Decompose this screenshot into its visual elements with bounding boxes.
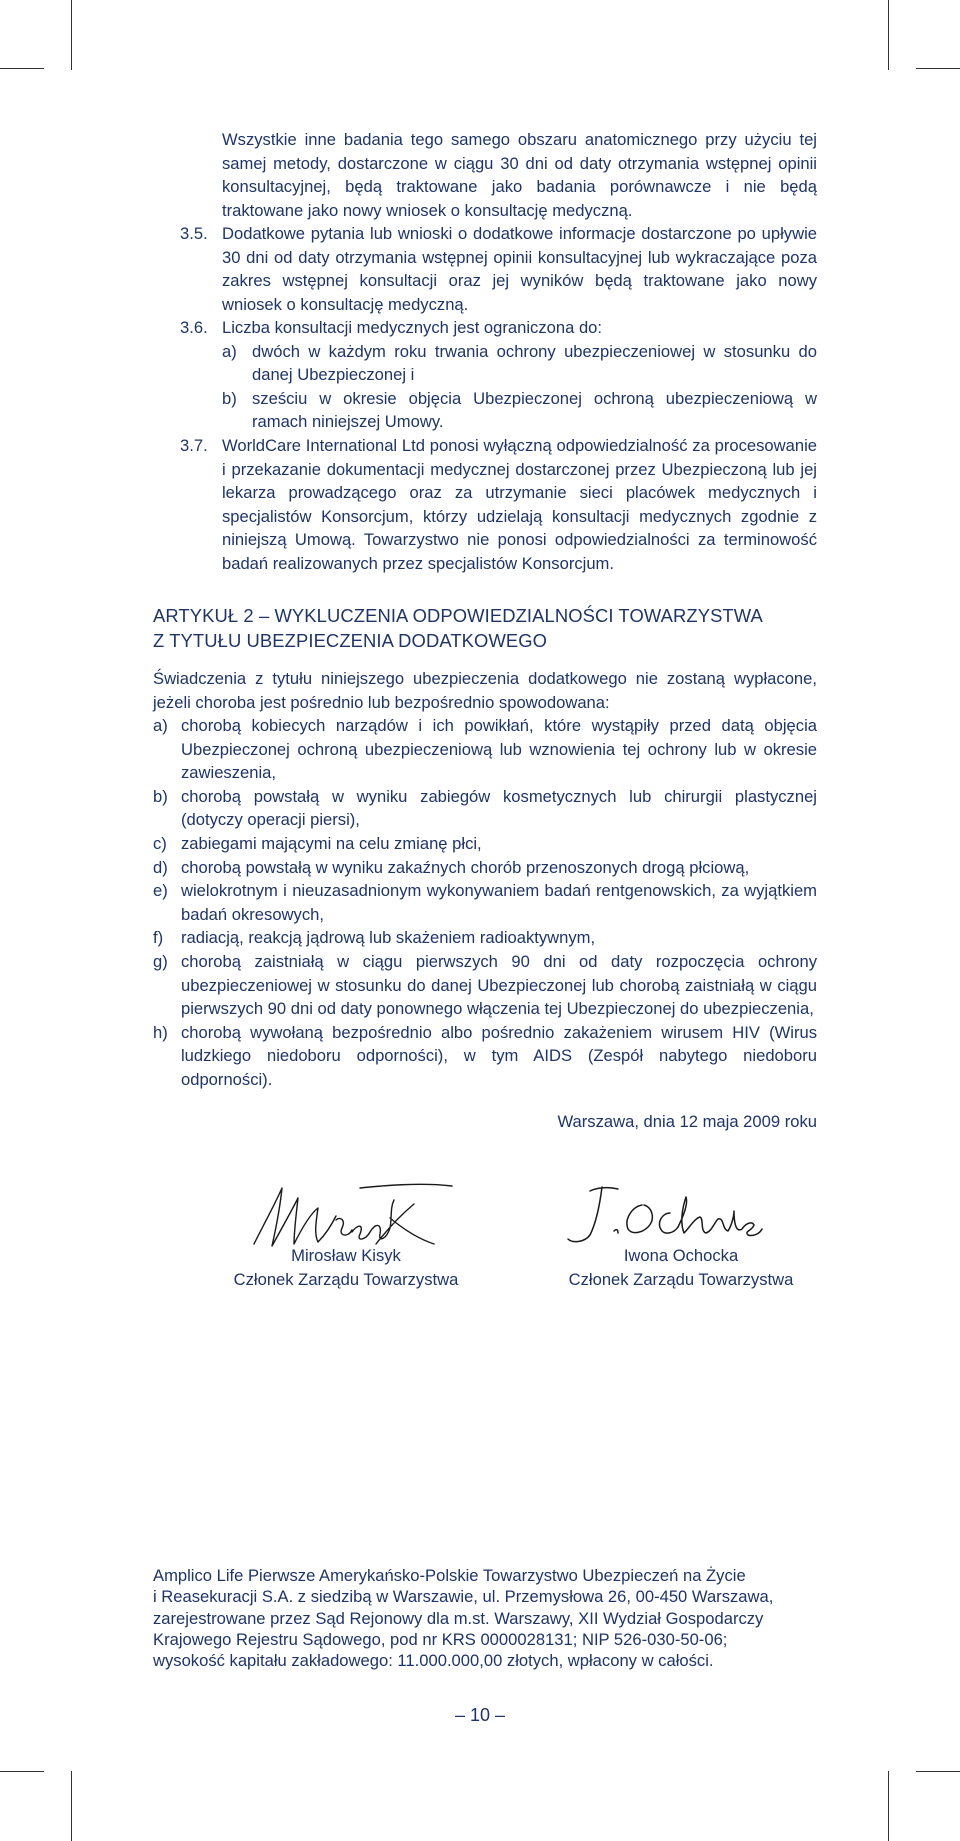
footer-line-1: Amplico Life Pierwsze Amerykańsko-Polskie Towarzystwo Ubezpieczeń na Życie xyxy=(153,1566,746,1585)
article-heading xyxy=(153,603,763,653)
paragraph-number-3-7: 3.7. xyxy=(180,436,208,455)
paragraph-3-5: Dodatkowe pytania lub wnioski o dodatkowe informacje dostarczone po upływie 30 dni od daty otrzymania wstępnej opinii konsultacyjnej lub wykraczające poza zakres wstępnej konsultacji oraz jej wyników będą traktowane jako nowy wniosek o konsultację medyczną. xyxy=(222,224,817,314)
exclusion-item-e: wielokrotnym i nieuzasadnionym wykonywaniem badań rentgenowskich, za wyjątkiem badań okresowych, xyxy=(181,881,817,924)
exclusion-item-a: chorobą kobiecych narządów i ich powikłań, które wystąpiły przed datą objęcia Ubezpieczonej ochroną ubezpieczeniową lub wznowienia tej ochrony lub w okresie zawieszenia, xyxy=(181,716,817,783)
signature-right xyxy=(566,1183,766,1253)
exclusion-item-f: radiacją, reakcją jądrową lub skażeniem radioaktywnym, xyxy=(181,928,596,948)
paragraph-continuation: Wszystkie inne badania tego samego obszaru anatomicznego przy użyciu tej samej metody, dostarczone w ciągu 30 dni od daty otrzymania wstępnej opinii konsultacyjnej, będą traktowane jako badania porównawcze i nie będą traktowane jako nowy wniosek o konsultację medyczną. xyxy=(222,130,817,220)
exclusion-label-f: f) xyxy=(153,928,164,948)
exclusion-item-g: chorobą zaistniałą w ciągu pierwszych 90 dni od daty rozpoczęcia ochrony ubezpieczeniowej w stosunku do danej Ubezpieczonej lub chorobą zaistniałą w ciągu pierwszych 90 dni od daty ponownego włączenia tej Ubezpieczonej do ubezpieczenia, xyxy=(181,952,817,1019)
signer-right-name: Iwona Ochocka xyxy=(623,1246,739,1265)
crop-mark-top-left-h xyxy=(0,68,44,69)
crop-mark-bottom-right-h xyxy=(916,1771,960,1772)
crop-mark-bottom-right xyxy=(888,1771,889,1841)
exclusion-label-h: h) xyxy=(153,1022,168,1042)
exclusion-label-a: a) xyxy=(153,716,168,735)
exclusion-item-b: chorobą powstałą w wyniku zabiegów kosmetycznych lub chirurgii plastycznej (dotyczy operacji piersi), xyxy=(181,786,817,830)
paragraph-number-3-6: 3.6. xyxy=(180,318,208,337)
list-label-3-6-b: b) xyxy=(222,388,237,408)
list-item-3-6-a: dwóch w każdym roku trwania ochrony ubezpieczeniowej w stosunku do danej Ubezpieczonej i xyxy=(252,341,817,385)
paragraph-3-6: Liczba konsultacji medycznych jest ograniczona do: xyxy=(222,318,603,337)
signer-left-role: Członek Zarządu Towarzystwa xyxy=(233,1269,459,1289)
page-number: – 10 – xyxy=(454,1705,506,1725)
list-item-3-6-b: sześciu w okresie objęcia Ubezpieczonej ochroną ubezpieczeniową w ramach niniejszej Umowy. xyxy=(252,388,817,432)
exclusion-label-b: b) xyxy=(153,786,168,806)
crop-mark-top-right-h xyxy=(916,68,960,69)
exclusion-item-d: chorobą powstałą w wyniku zakaźnych chorób przenoszonych drogą płciową, xyxy=(181,857,750,877)
exclusion-label-e: e) xyxy=(153,881,168,901)
crop-mark-top-right xyxy=(888,0,889,70)
exclusion-item-c: zabiegami mającymi na celu zmianę płci, xyxy=(181,834,482,853)
footer-line-3: zarejestrowane przez Sąd Rejonowy dla m.st. Warszawy, XII Wydział Gospodarczy xyxy=(153,1608,764,1628)
paragraph-number-3-5: 3.5. xyxy=(180,224,208,243)
signer-right xyxy=(540,1244,822,1291)
signer-right-role: Członek Zarządu Towarzystwa xyxy=(568,1269,794,1289)
signer-left-name: Mirosław Kisyk xyxy=(291,1246,401,1265)
article-intro: Świadczenia z tytułu niniejszego ubezpieczenia dodatkowego nie zostaną wypłacone, jeżeli choroba jest pośrednio lub bezpośrednio spowodowana: xyxy=(153,669,817,712)
article-heading-line-2: Z TYTUŁU UBEZPIECZENIA DODATKOWEGO xyxy=(153,630,548,651)
crop-mark-bottom-left xyxy=(71,1771,72,1841)
footer-line-4: Krajowego Rejestru Sądowego, pod nr KRS 0000028131; NIP 526-030-50-06; xyxy=(153,1629,728,1649)
article-heading-line-1: ARTYKUŁ 2 – WYKLUCZENIA ODPOWIEDZIALNOŚCI TOWARZYSTWA xyxy=(153,605,763,626)
exclusion-label-g: g) xyxy=(153,952,168,971)
signer-left xyxy=(205,1244,487,1291)
exclusion-label-c: c) xyxy=(153,834,167,853)
paragraph-3-7: WorldCare International Ltd ponosi wyłączną odpowiedzialność za procesowanie i przekazanie dokumentacji medycznej dostarczonej przez Ubezpieczoną lub jej lekarza prowadzącego oraz za utrzymanie sieci placówek medycznych i specjalistów Konsorcjum, którzy udzielają konsultacji medycznych zgodnie z niniejszą Umową. Towarzystwo nie ponosi odpowiedzialności za terminowość badań realizowanych przez specjalistów Konsorcjum. xyxy=(222,436,817,573)
crop-mark-top-left xyxy=(71,0,72,70)
crop-mark-bottom-left-h xyxy=(0,1771,44,1772)
footer-line-5: wysokość kapitału zakładowego: 11.000.000,00 złotych, wpłacony w całości. xyxy=(153,1651,714,1671)
company-footer xyxy=(153,1565,833,1671)
footer-line-2: i Reasekuracji S.A. z siedzibą w Warszawie, ul. Przemysłowa 26, 00-450 Warszawa, xyxy=(153,1587,774,1607)
list-label-3-6-a: a) xyxy=(222,341,237,361)
date-line: Warszawa, dnia 12 maja 2009 roku xyxy=(557,1112,817,1131)
exclusion-label-d: d) xyxy=(153,857,168,877)
exclusion-item-h: chorobą wywołaną bezpośrednio albo pośrednio zakażeniem wirusem HIV (Wirus ludzkiego niedoboru odporności), w tym AIDS (Zespół nabytego niedoboru odporności). xyxy=(181,1022,817,1089)
